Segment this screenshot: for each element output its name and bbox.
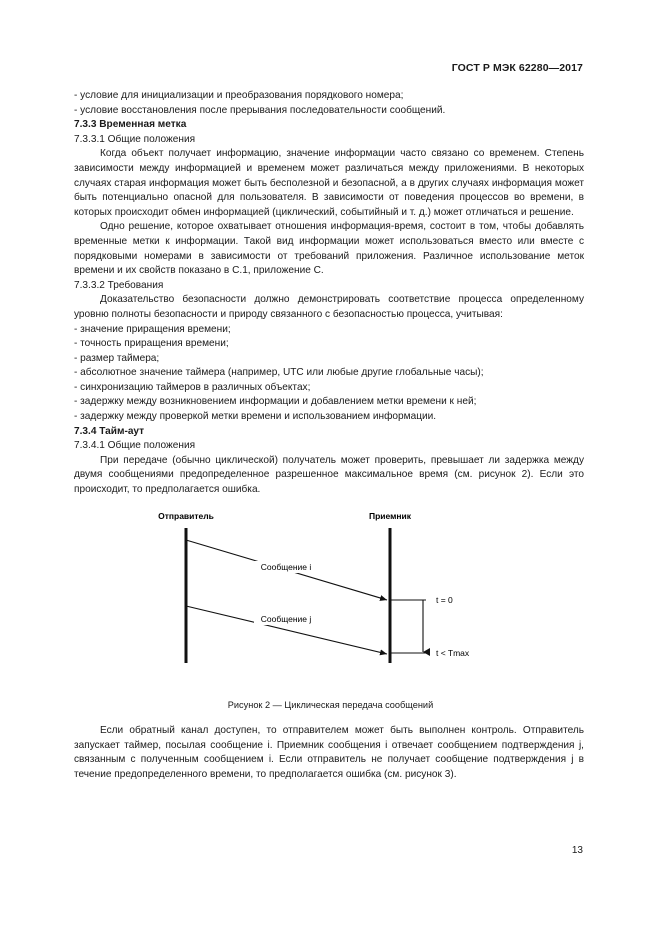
list-item: - размер таймера; bbox=[74, 352, 160, 364]
paragraph: Когда объект получает информацию, значение информации часто связано со временем. Степень зависимости между информацией и временем может различаться между приложениями. В некоторых случаях старая информация может быть бесполезной и безопасной, а в других случаях информация может быть потенциально опасной для пользователя. В зависимости от поведения процессов во времени, в которых происходит обмен информацией (циклический, событийный и т. д.) может отличаться и решение. bbox=[74, 148, 584, 218]
body-text-lower bbox=[74, 724, 584, 782]
subsection-heading-7-3-4-1: 7.3.4.1 Общие положения bbox=[74, 440, 196, 452]
list-item: - задержку между возникновением информации и добавлением метки времени к ней; bbox=[74, 396, 477, 408]
receiver-label: Приемник bbox=[368, 511, 412, 521]
paragraph: При передаче (обычно циклической) получатель может проверить, превышает ли задержка между двумя сообщениями предопределенное разрешенное максимальное время (см. рисунок 2). Если это происходит, то предполагается ошибка. bbox=[74, 454, 584, 496]
list-item: - абсолютное значение таймера (например, UTC или любые другие глобальные часы); bbox=[74, 367, 484, 379]
t-zero-label: t = 0 bbox=[436, 595, 453, 605]
message-j-label: Сообщение j bbox=[260, 614, 312, 624]
list-item: - синхронизацию таймеров в различных объектах; bbox=[74, 381, 311, 393]
list-item: - условие для инициализации и преобразования порядкового номера; bbox=[74, 90, 404, 101]
timing-diagram bbox=[74, 498, 584, 678]
subsection-heading-7-3-3-2: 7.3.3.2 Требования bbox=[74, 279, 164, 291]
section-heading-7-3-3: 7.3.3 Временная метка bbox=[74, 119, 187, 131]
standard-header: ГОСТ Р МЭК 62280—2017 bbox=[451, 62, 583, 74]
body-text bbox=[74, 89, 584, 498]
t-max-label: t < Tmax bbox=[436, 648, 470, 658]
list-item: - задержку между проверкой метки времени и использованием информации. bbox=[74, 411, 437, 423]
subsection-heading-7-3-3-1: 7.3.3.1 Общие положения bbox=[74, 133, 196, 145]
paragraph: Доказательство безопасности должно демонстрировать соответствие процесса определенному уровню полноты безопасности и природу связанного с безопасностью процесса, учитывая: bbox=[74, 294, 584, 320]
list-item: - значение приращения времени; bbox=[74, 323, 231, 335]
paragraph: Если обратный канал доступен, то отправителем может быть выполнен контроль. Отправитель запускает таймер, посылая сообщение i. Приемник сообщения i отвечает сообщением подтверждения j, связанным с полученным сообщением i. Если отправитель не получает сообщение подтверждения j в течение предопределенного времени, то предполагается ошибка (см. рисунок 3). bbox=[74, 725, 584, 780]
sender-label: Отправитель bbox=[158, 511, 214, 521]
page-number: 13 bbox=[571, 845, 583, 856]
message-i-label: Сообщение i bbox=[260, 562, 312, 572]
list-item: - точность приращения времени; bbox=[74, 338, 229, 350]
figure-caption: Рисунок 2 — Циклическая передача сообщений bbox=[227, 700, 434, 710]
section-heading-7-3-4: 7.3.4 Тайм-аут bbox=[74, 425, 145, 437]
list-item: - условие восстановления после прерывания последовательности сообщений. bbox=[74, 104, 446, 116]
paragraph: Одно решение, которое охватывает отношения информация-время, состоит в том, чтобы добавлять временные метки к информации. Такой вид информации может использоваться вместо или вместе с порядковыми номерами в зависимости от требований приложения. Различное использование меток времени и их свойств показано в С.1, приложение С. bbox=[74, 221, 584, 277]
